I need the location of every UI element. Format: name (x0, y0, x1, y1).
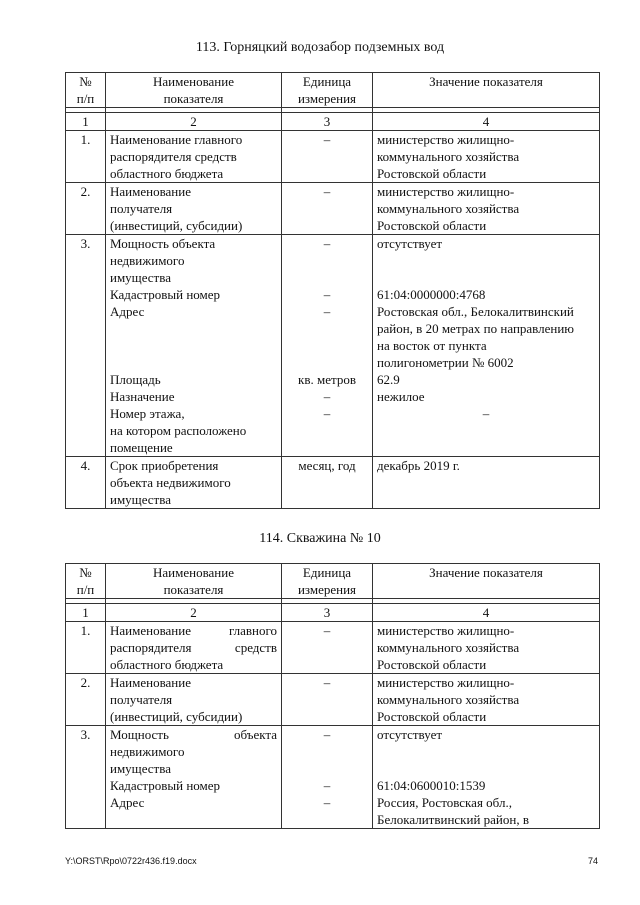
column-number: 2 (106, 604, 282, 622)
section-113-title: 113. Горняцкий водозабор подземных вод (195, 40, 445, 55)
row-value-line: Белокалитвинский район, в (377, 812, 529, 827)
row-value (373, 622, 600, 674)
section-114-title: 114. Скважина № 10 (259, 531, 381, 546)
row-unit-line: – (323, 795, 331, 810)
header-name (106, 564, 282, 599)
row-unit-line: – (323, 287, 331, 302)
row-value-line: коммунального хозяйства (377, 692, 520, 707)
row-unit-line (286, 320, 368, 337)
row-name-line: распорядителя средств (110, 640, 277, 655)
row-unit-line (286, 743, 368, 760)
row-name-line: недвижимого (110, 253, 185, 268)
header-num-line: № (79, 74, 92, 89)
header-value-line: Значение показателя (429, 74, 543, 89)
header-unit-line: Единица (302, 565, 352, 580)
row-value-line: министерство жилищно- (377, 675, 515, 690)
header-name (106, 73, 282, 108)
row-name (106, 131, 282, 183)
column-number-row (66, 604, 600, 622)
row-name-line: объекта недвижимого (110, 475, 231, 490)
row-value-line: район, в 20 метрах по направлению (377, 321, 575, 336)
row-value-line: Ростовская обл., Белокалитвинский (377, 304, 574, 319)
row-value-line: министерство жилищно- (377, 184, 515, 199)
row-name (106, 726, 282, 829)
row-name-line: помещение (110, 440, 173, 455)
row-name-line: Площадь (110, 372, 161, 387)
row-value-line: Ростовской области (377, 657, 487, 672)
header-name-line: показателя (163, 91, 224, 106)
row-name-line: (инвестиций, субсидии) (110, 709, 243, 724)
row-value (373, 457, 600, 509)
section-114-table (65, 563, 600, 829)
row-name-line: Кадастровый номер (110, 287, 221, 302)
row-unit-line: кв. метров (298, 372, 356, 387)
row-name (106, 235, 282, 457)
row-unit-line: – (323, 406, 331, 421)
row-value (373, 674, 600, 726)
row-name-line: получателя (110, 692, 173, 707)
column-number: 3 (282, 604, 373, 622)
row-unit (282, 235, 373, 457)
row-value-line: Ростовской области (377, 218, 487, 233)
row-name-line (110, 337, 277, 354)
row-unit: – (282, 183, 373, 235)
row-name-line: Наименование главного (110, 132, 243, 147)
row-value-line: коммунального хозяйства (377, 640, 520, 655)
column-number: 1 (66, 604, 106, 622)
row-name-line: Кадастровый номер (110, 778, 221, 793)
row-name-line (110, 354, 277, 371)
row-name-line: Назначение (110, 389, 175, 404)
row-value-line: отсутствует (377, 727, 443, 742)
row-value-line: 61:04:0000000:4768 (377, 287, 486, 302)
table-row (66, 674, 600, 726)
row-value-line: Ростовской области (377, 166, 487, 181)
header-value-line: Значение показателя (429, 565, 543, 580)
row-value-line: Ростовской области (377, 709, 487, 724)
table-row (66, 235, 600, 457)
header-num-line: п/п (76, 582, 95, 597)
row-name-line: областного бюджета (110, 657, 224, 672)
table-row (66, 622, 600, 674)
table-header-row (66, 564, 600, 599)
header-value (373, 564, 600, 599)
row-name (106, 457, 282, 509)
header-name-line: Наименование (153, 74, 234, 89)
row-number: 4. (66, 457, 106, 509)
row-unit-line: – (323, 727, 331, 742)
column-number-row (66, 113, 600, 131)
row-value-line: нежилое (377, 389, 425, 404)
row-unit: – (282, 131, 373, 183)
row-value-line: 62.9 (377, 372, 400, 387)
row-value-line (377, 269, 595, 286)
row-value-line: коммунального хозяйства (377, 201, 520, 216)
row-name-line: областного бюджета (110, 166, 224, 181)
footer-page-number: 74 (587, 856, 598, 866)
row-number: 2. (66, 674, 106, 726)
row-name-line (110, 320, 277, 337)
row-name-line: Мощность объекта (110, 727, 277, 742)
row-unit-line: – (323, 304, 331, 319)
footer-file-path: Y:\ORST\Rpo\0722r436.f19.docx (65, 856, 197, 866)
table-row (66, 131, 600, 183)
row-value-line: министерство жилищно- (377, 132, 515, 147)
row-name-line: Адрес (110, 795, 145, 810)
header-unit-line: измерения (297, 91, 357, 106)
row-name-line: Наименование (110, 675, 191, 690)
row-value-line: 61:04:0600010:1539 (377, 778, 486, 793)
row-name-line: на котором расположено (110, 423, 247, 438)
row-value-line: – (482, 406, 490, 421)
row-value-line (377, 743, 595, 760)
row-value-line: полигонометрии № 6002 (377, 355, 514, 370)
row-unit-line (286, 252, 368, 269)
header-num (66, 564, 106, 599)
row-name (106, 183, 282, 235)
table-row (66, 726, 600, 829)
row-name-line (110, 811, 277, 828)
row-unit-line: – (323, 389, 331, 404)
row-unit-line (286, 354, 368, 371)
row-name-line: Мощность объекта (110, 236, 216, 251)
row-unit-line: – (323, 236, 331, 251)
row-number: 1. (66, 622, 106, 674)
row-name-line: Адрес (110, 304, 145, 319)
row-unit: – (282, 622, 373, 674)
column-number: 3 (282, 113, 373, 131)
table-header-row (66, 73, 600, 108)
row-unit: месяц, год (282, 457, 373, 509)
row-value-line: коммунального хозяйства (377, 149, 520, 164)
row-name-line: имущества (110, 270, 171, 285)
row-name-line: Номер этажа, (110, 406, 185, 421)
row-number: 1. (66, 131, 106, 183)
row-name-line: имущества (110, 761, 171, 776)
column-number: 2 (106, 113, 282, 131)
row-name (106, 674, 282, 726)
column-number: 4 (373, 113, 600, 131)
header-num-line: № (79, 565, 92, 580)
row-name-line: недвижимого (110, 744, 185, 759)
row-value-line (377, 252, 595, 269)
header-num-line: п/п (76, 91, 95, 106)
header-num (66, 73, 106, 108)
row-name-line: (инвестиций, субсидии) (110, 218, 243, 233)
row-number: 3. (66, 726, 106, 829)
row-number: 2. (66, 183, 106, 235)
row-value-line: на восток от пункта (377, 338, 487, 353)
row-value (373, 131, 600, 183)
row-value (373, 235, 600, 457)
row-name-line: распорядителя средств (110, 149, 237, 164)
row-value-line: отсутствует (377, 236, 443, 251)
row-value (373, 726, 600, 829)
column-number: 4 (373, 604, 600, 622)
row-unit-line: – (323, 778, 331, 793)
row-unit (282, 726, 373, 829)
header-unit-line: измерения (297, 582, 357, 597)
header-name-line: показателя (163, 582, 224, 597)
row-value-line: министерство жилищно- (377, 623, 515, 638)
section-113-table (65, 72, 600, 509)
table-row (66, 183, 600, 235)
row-name (106, 622, 282, 674)
row-name-line: получателя (110, 201, 173, 216)
header-unit (282, 73, 373, 108)
row-unit-line (286, 337, 368, 354)
table-row (66, 457, 600, 509)
row-number: 3. (66, 235, 106, 457)
row-value-line: Россия, Ростовская обл., (377, 795, 512, 810)
row-name-line: Срок приобретения (110, 458, 219, 473)
row-name-line: Наименование главного (110, 623, 277, 638)
row-value (373, 183, 600, 235)
header-unit (282, 564, 373, 599)
row-unit-line (286, 269, 368, 286)
row-name-line: имущества (110, 492, 171, 507)
row-value-line: декабрь 2019 г. (377, 458, 460, 473)
header-unit-line: Единица (302, 74, 352, 89)
row-unit-line (286, 760, 368, 777)
row-value-line (377, 760, 595, 777)
row-name-line: Наименование (110, 184, 191, 199)
header-value (373, 73, 600, 108)
column-number: 1 (66, 113, 106, 131)
header-name-line: Наименование (153, 565, 234, 580)
row-unit: – (282, 674, 373, 726)
